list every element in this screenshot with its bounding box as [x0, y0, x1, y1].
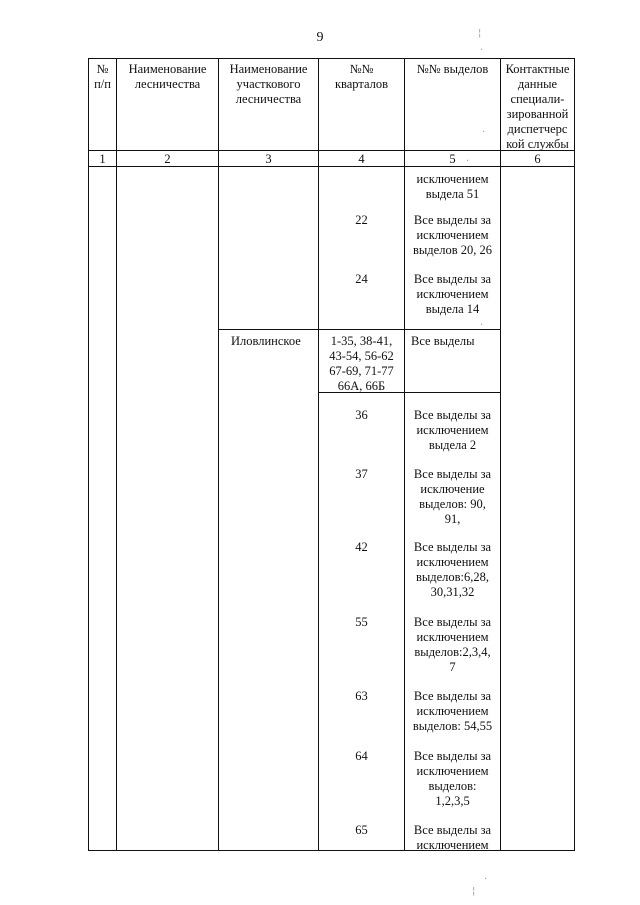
header-cell: №№ кварталов — [334, 62, 389, 91]
scan-speck: · — [480, 45, 484, 56]
forestry-district-cell: Иловлинское — [231, 334, 301, 348]
column-number: 1 — [99, 152, 106, 166]
column-number: 6 — [534, 152, 541, 166]
header-cell: Контактные данные специали- зированной диспетчерс кой службы — [505, 62, 570, 151]
quarter-cell: 55 — [355, 615, 368, 629]
column-divider — [500, 58, 501, 851]
scan-speck: · — [466, 156, 470, 167]
column-number: 2 — [164, 152, 171, 166]
table-border-top — [88, 58, 575, 59]
row-rule — [218, 329, 500, 330]
quarter-cell: 65 — [355, 823, 368, 837]
quarter-cell: 36 — [355, 408, 368, 422]
plots-cell: Все выделы за исключением — [413, 823, 492, 852]
plots-cell: Все выделы за исключением выдела 2 — [413, 408, 492, 452]
scan-speck: · — [482, 127, 486, 138]
table-border-left — [88, 58, 89, 851]
page-number: 9 — [316, 30, 324, 45]
plots-cell: Все выделы за исключением выделов:6,28, 30,31,32 — [413, 540, 492, 599]
plots-cell: Все выделы за исключением выделов:2,3,4, 7 — [413, 615, 492, 674]
scan-speck: ¦ — [478, 28, 482, 39]
scan-speck: ¦ — [472, 886, 476, 897]
plots-cell: Все выделы за исключением выдела 14 — [413, 272, 492, 316]
quarter-cell: 64 — [355, 749, 368, 763]
plots-cell: Все выделы за исключением выделов 20, 26 — [413, 213, 492, 257]
column-number: 4 — [358, 152, 365, 166]
header-cell: Наименование участкового лесничества — [229, 62, 308, 106]
column-number: 3 — [265, 152, 272, 166]
quarter-cell: 1-35, 38-41, 43-54, 56-62 67-69, 71-77 66А, 66Б — [329, 334, 394, 393]
column-number: 5 — [449, 152, 456, 166]
table-border-bottom — [88, 850, 575, 851]
scan-speck: · — [480, 320, 484, 331]
quarter-cell: 63 — [355, 689, 368, 703]
quarter-cell: 37 — [355, 467, 368, 481]
plots-cell: Все выделы за исключением выделов: 54,55 — [412, 689, 493, 733]
plots-cell: Все выделы за исключение выделов: 90, 91, — [413, 467, 492, 526]
header-cell: Наименование лесничества — [128, 62, 207, 91]
quarter-cell: 24 — [355, 272, 368, 286]
plots-cell: исключением выдела 51 — [416, 172, 489, 201]
column-divider — [218, 58, 219, 851]
quarter-cell: 42 — [355, 540, 368, 554]
plots-cell: Все выделы — [411, 334, 475, 348]
header-cell: №№ выделов — [416, 62, 489, 76]
scan-speck: · — [484, 874, 488, 885]
table-border-right — [574, 58, 575, 851]
header-cell: № п/п — [94, 62, 111, 91]
column-divider — [318, 58, 319, 851]
column-divider — [116, 58, 117, 851]
quarter-cell: 22 — [355, 213, 368, 227]
plots-cell: Все выделы за исключением выделов: 1,2,3,5 — [413, 749, 492, 808]
